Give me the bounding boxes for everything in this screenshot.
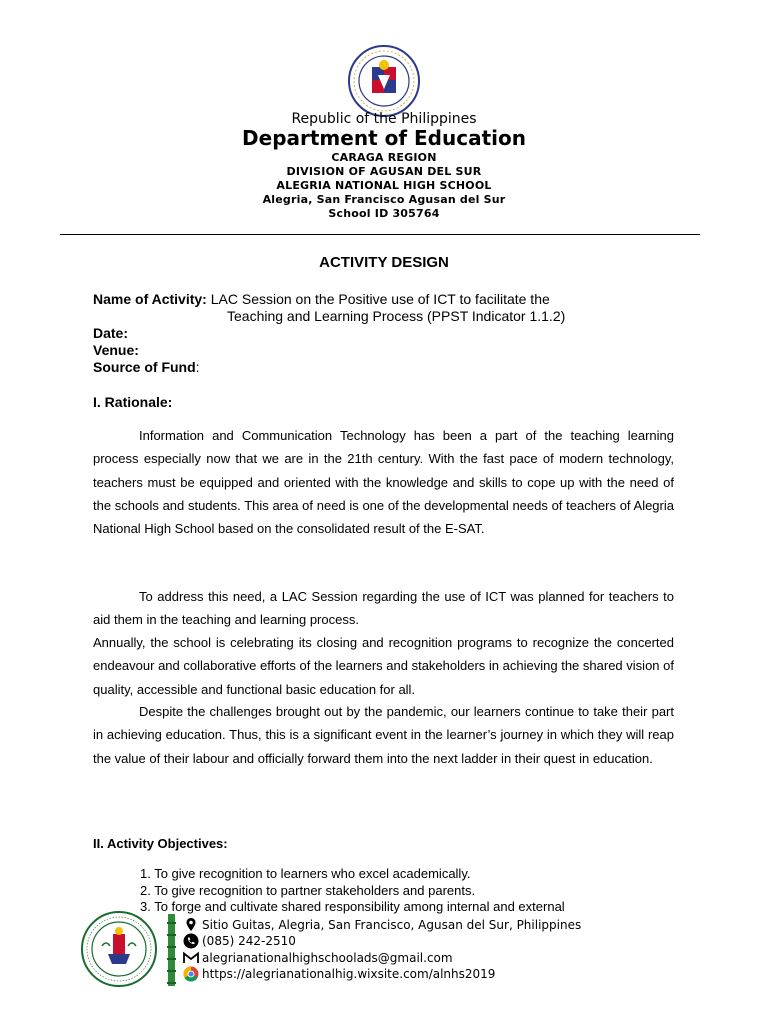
republic-heading: Republic of the Philippines <box>291 111 477 127</box>
footer-website-link[interactable]: https://alegrianationalhig.wixsite.com/alnhs2019 <box>202 967 496 981</box>
activity-name-label: Name of Activity: <box>93 291 207 307</box>
rationale-paragraph-4: Despite the challenges brought out by the pandemic, our learners continue to take their part in achieving education. Thus, this is a significant event in the learner’s journey in which they will reap the value of their labour and officially forward them into the next ladder in their quest in education. <box>93 704 674 766</box>
chrome-icon <box>183 966 199 982</box>
document-title: ACTIVITY DESIGN <box>319 254 449 271</box>
bamboo-divider <box>166 914 177 986</box>
footer-address <box>183 917 581 933</box>
list-item: 1. To give recognition to learners who excel academically. <box>140 866 471 881</box>
activity-name-value-continued: Teaching and Learning Process (PPST Indicator 1.1.2) <box>227 308 566 324</box>
list-item: 3. To forge and cultivate shared responsibility among internal and external <box>140 899 565 914</box>
division-line: DIVISION OF AGUSAN DEL SUR <box>286 165 482 178</box>
rationale-heading: I. Rationale: <box>93 394 173 410</box>
school-name-line: ALEGRIA NATIONAL HIGH SCHOOL <box>276 179 492 192</box>
location-pin-icon <box>183 917 199 933</box>
header-divider <box>60 234 700 235</box>
list-item: 2. To give recognition to partner stakeholders and parents. <box>140 882 476 898</box>
email-icon <box>183 950 199 966</box>
date-field <box>93 325 128 341</box>
rationale-paragraph-2: To address this need, a LAC Session regarding the use of ICT was planned for teachers to aid them in the teaching and learning process. <box>93 589 674 628</box>
footer-phone-text: (085) 242-2510 <box>202 934 296 948</box>
deped-seal-logo <box>348 45 420 117</box>
school-address-line: Alegria, San Francisco Agusan del Sur <box>262 193 506 206</box>
activity-name-value: LAC Session on the Positive use of ICT to facilitate the <box>210 291 550 307</box>
footer-phone <box>183 933 296 949</box>
phone-icon <box>183 933 199 949</box>
activity-name-field <box>93 291 550 307</box>
fund-label: Source of Fund <box>93 359 196 375</box>
department-heading: Department of Education <box>242 126 526 150</box>
fund-colon: : <box>195 359 200 375</box>
region-line: CARAGA REGION <box>331 151 437 164</box>
rationale-paragraph-1: Information and Communication Technology has been a part of the teaching learning process especially now that we are in the 21th century. With the fast pace of modern technology, teachers must be equipped and oriented with the knowledge and skills to cope up with the need of the schools and students. This area of need is one of the developmental needs of teachers of Alegria National High School based on the consolidated result of the E-SAT. <box>93 428 674 537</box>
school-seal-logo <box>80 910 158 988</box>
objectives-heading: II. Activity Objectives: <box>93 836 228 851</box>
footer-address-text: Sitio Guitas, Alegria, San Francisco, Agusan del Sur, Philippines <box>202 918 582 932</box>
venue-label: Venue: <box>93 342 139 358</box>
venue-field <box>93 342 139 358</box>
rationale-paragraph-3: Annually, the school is celebrating its closing and recognition programs to recognize the concerted endeavour and collaborative efforts of the learners and stakeholders in achieving the shared vision of quality, accessible and functional basic education for all. <box>93 635 674 697</box>
school-id-line: School ID 305764 <box>328 207 440 220</box>
objectives-list <box>140 866 565 916</box>
fund-field <box>93 359 200 375</box>
footer-website <box>183 966 495 982</box>
date-label: Date: <box>93 325 129 341</box>
footer-email <box>183 950 453 966</box>
footer-email-text[interactable]: alegrianationalhighschoolads@gmail.com <box>202 951 453 965</box>
